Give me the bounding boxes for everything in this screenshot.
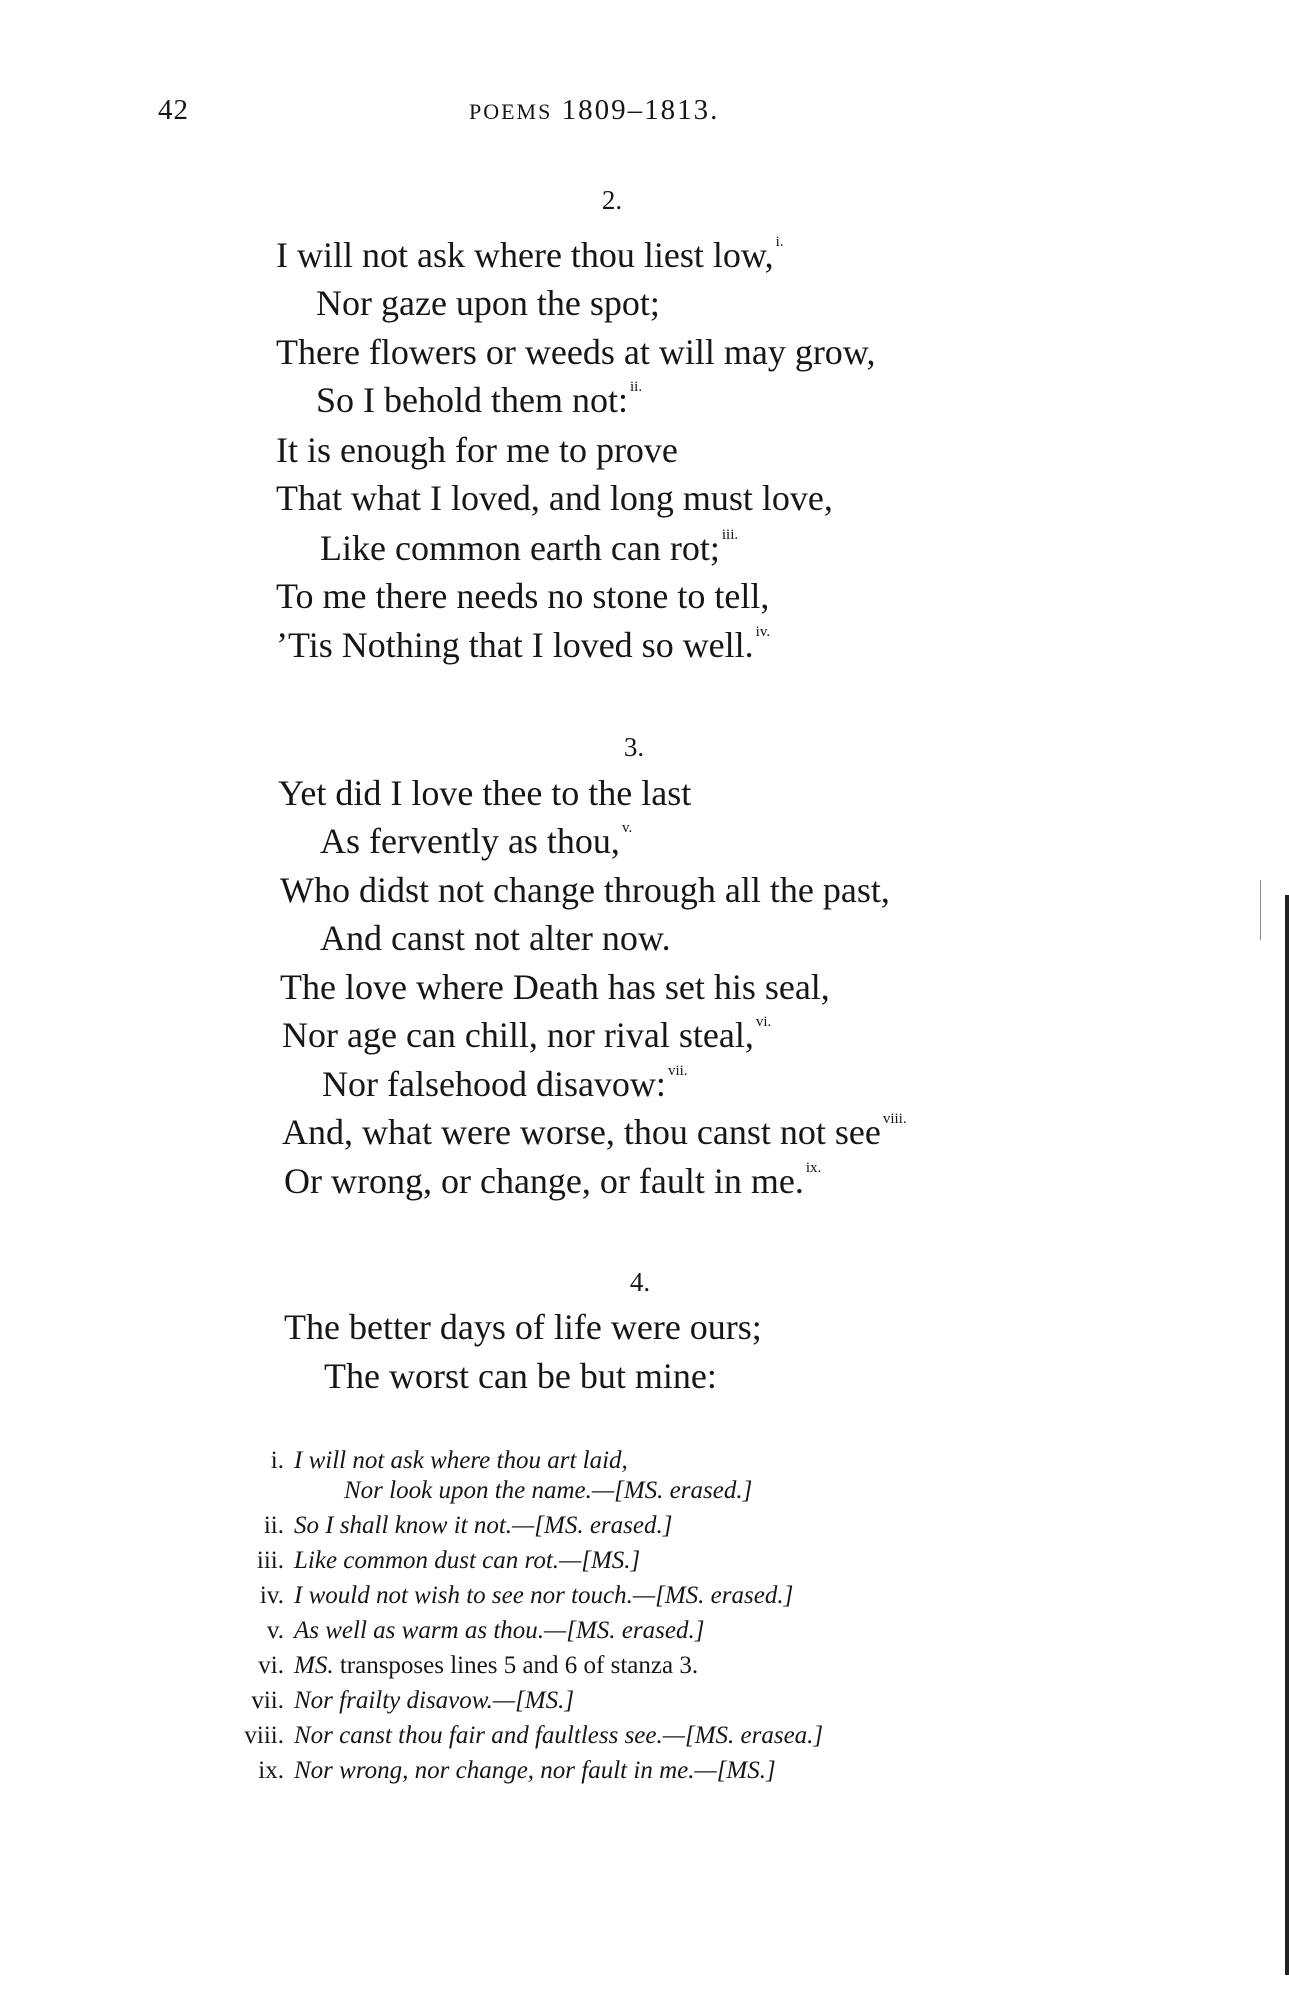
stanza-number: 3. (623, 732, 645, 762)
poem-line: Nor age can chill, nor rival steal, $^{vi.}$ (282, 1014, 772, 1055)
poem-line: Who didst not change through all the past, (280, 870, 890, 910)
footnote: vii. Nor frailty disavow.—[MS.] (251, 1687, 575, 1714)
footnote: i. I will not ask where thou art laid, (270, 1447, 628, 1474)
footnote-ref: vii. (667, 1063, 688, 1079)
poem-line: To me there needs no stone to tell, (276, 576, 770, 616)
stanza-number: 4. (629, 1267, 651, 1297)
poem-line: Nor gaze upon the spot; (316, 283, 660, 323)
poem-line: And canst not alter now. (320, 918, 671, 958)
footnote-ref: vi. (755, 1014, 772, 1030)
poem-line: That what I loved, and long must love, (276, 478, 833, 518)
poem-line: Like common earth can rot; $^{iii.}$ (320, 527, 739, 568)
footnote-ref: ix. (805, 1160, 822, 1176)
poem-line: As fervently as thou, $^{v.}$ (320, 820, 633, 861)
footnote: iv. I would not wish to see nor touch.—[MS. erased.] (259, 1582, 794, 1609)
poem-line: The better days of life were ours; (284, 1307, 762, 1347)
poem-line: There flowers or weeds at will may grow, (276, 332, 876, 372)
footnote-ref: v. (621, 820, 633, 836)
footnote-ref: viii. (882, 1111, 907, 1127)
page-header (0, 94, 1289, 134)
footnote-ref: i. (775, 234, 784, 250)
footnote-continuation: Nor look upon the name.—[MS. erased.] (344, 1477, 753, 1504)
poem-line: The love where Death has set his seal, (280, 967, 830, 1007)
page-number: 42 (158, 94, 189, 126)
poem-line: ’Tis Nothing that I loved so well. $^{iv.}$ (276, 624, 771, 665)
footnote: ix. Nor wrong, nor change, nor fault in me.—[MS.] (258, 1757, 776, 1784)
footnote: vi. MS. transposes lines 5 and 6 of stanza 3. (258, 1652, 699, 1679)
poem-line: Yet did I love thee to the last (278, 773, 692, 813)
stanza-number: 2. (601, 185, 623, 215)
poem-line: I will not ask where thou liest low, $^{i.}$ (276, 234, 784, 275)
footnote-ref: ii. (629, 379, 643, 395)
poem-line: And, what were worse, thou canst not see $^{viii.}$ (282, 1111, 907, 1152)
footnote-ref: iv. (755, 624, 771, 640)
running-title-word: POEMS (469, 99, 553, 124)
poem-line: It is enough for me to prove (276, 430, 678, 470)
running-title (469, 94, 719, 127)
footnote: v. As well as warm as thou.—[MS. erased.] (266, 1617, 705, 1644)
running-title-years: 1809–1813. (561, 94, 720, 126)
page-edge-line (1260, 880, 1261, 940)
poem-line: Or wrong, or change, or fault in me. $^{ix.}$ (284, 1160, 822, 1201)
poem-line: So I behold them not: $^{ii.}$ (316, 379, 643, 420)
page-edge-shadow (1285, 895, 1289, 1975)
footnote: iii. Like common dust can rot.—[MS.] (256, 1547, 641, 1574)
poem-line: The worst can be but mine: (324, 1356, 717, 1396)
poem-line: Nor falsehood disavow: $^{vii.}$ (322, 1063, 688, 1104)
footnote-ref: iii. (721, 527, 739, 543)
footnote: ii. So I shall know it not.—[MS. erased.] (263, 1512, 673, 1539)
footnote: viii. Nor canst thou fair and faultless see.—[MS. erasea.] (244, 1722, 824, 1749)
